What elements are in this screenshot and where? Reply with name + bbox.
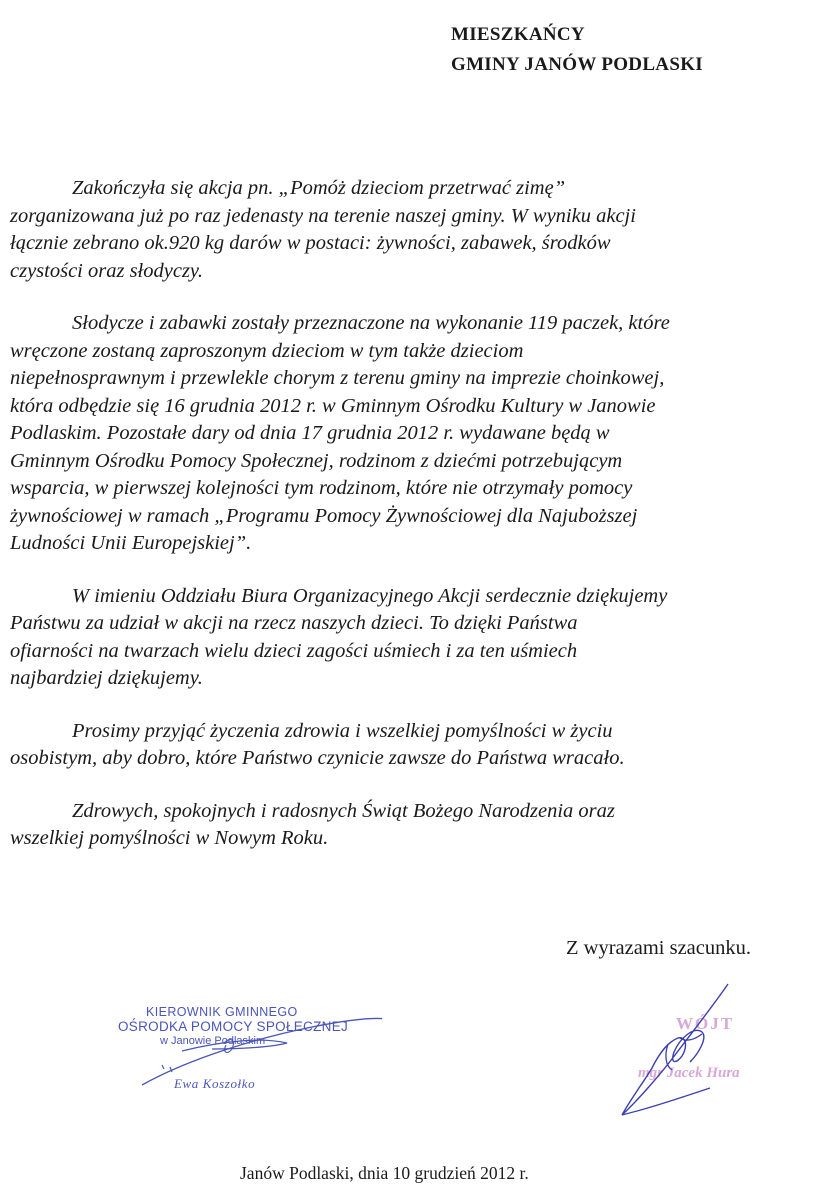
paragraph-line: Zakończyła się akcja pn. „Pomóż dzieciom przetrwać zimę” xyxy=(72,177,566,199)
paragraph-line: ofiarności na twarzach wielu dzieci zagości uśmiech i za ten uśmiech xyxy=(10,639,578,662)
paragraph-line: niepełnosprawnym i przewlekle chorym z terenu gminy na imprezie choinkowej, xyxy=(10,367,665,389)
addressee-line-1: MIESZKAŃCY xyxy=(451,24,585,45)
stamp-line-1: KIEROWNIK GMINNEGO xyxy=(146,1005,298,1019)
paragraph-line: Państwu za udział w akcji na rzecz naszych dzieci. To dzięki Państwa xyxy=(10,612,578,634)
paragraph-line: wsparcia, w pierwszej kolejności tym rodzinom, które nie otrzymały pomocy xyxy=(10,477,633,499)
paragraph-line: łącznie zebrano ok.920 kg darów w postaci: żywności, zabawek, środków xyxy=(10,232,611,254)
mayor-stamp-title: WÓJT xyxy=(676,1014,735,1033)
addressee-header xyxy=(451,20,703,80)
paragraph-line: Prosimy przyjąć życzenia zdrowia i wszelkiej pomyślności w życiu xyxy=(72,719,613,742)
letter-body xyxy=(10,175,810,878)
closing-salutation: Z wyrazami szacunku. xyxy=(566,937,751,959)
paragraph-2 xyxy=(10,310,810,558)
paragraph-line: Podlaskim. Pozostałe dary od dnia 17 grudnia 2012 r. wydawane będą w xyxy=(10,422,610,444)
paragraph-line: zorganizowana już po raz jedenasty na terenie naszej gminy. W wyniku akcji xyxy=(10,204,636,227)
stamp-line-3: w Janowie Podlaskim xyxy=(160,1035,266,1047)
paragraph-1 xyxy=(10,175,810,285)
paragraph-4 xyxy=(10,718,810,773)
addressee-line-2: GMINY JANÓW PODLASKI xyxy=(451,54,703,75)
stamp-line-2: OŚRODKA POMOCY SPOŁECZNEJ xyxy=(118,1019,349,1034)
paragraph-line: osobistym, aby dobro, które Państwo czynicie zawsze do Państwa wracało. xyxy=(10,747,625,769)
paragraph-line: najbardziej dziękujemy. xyxy=(10,667,203,689)
paragraph-3 xyxy=(10,583,810,693)
paragraph-5 xyxy=(10,798,810,853)
paragraph-line: W imieniu Oddziału Biura Organizacyjnego Akcji serdecznie dziękujemy xyxy=(72,584,668,607)
mayor-stamp xyxy=(590,980,790,1120)
paragraph-line: Ludności Unii Europejskiej”. xyxy=(10,532,252,554)
place-and-date: Janów Podlaski, dnia 10 grudzień 2012 r. xyxy=(240,1163,529,1183)
paragraph-line: Gminnym Ośrodku Pomocy Społecznej, rodzinom z dziećmi potrzebującym xyxy=(10,449,623,472)
mayor-stamp-name: mgr Jacek Hura xyxy=(638,1065,740,1081)
mayor-signature xyxy=(590,980,790,1120)
director-signature xyxy=(112,997,382,1107)
stamp-name: Ewa Koszołko xyxy=(174,1076,256,1091)
paragraph-line: Słodycze i zabawki zostały przeznaczone na wykonanie 119 paczek, które xyxy=(72,312,670,334)
paragraph-line: czystości oraz słodyczy. xyxy=(10,259,204,282)
paragraph-line: która odbędzie się 16 grudnia 2012 r. w Gminnym Ośrodku Kultury w Janowie xyxy=(10,394,656,417)
director-stamp xyxy=(112,997,382,1107)
paragraph-line: żywnościowej w ramach „Programu Pomocy Żywnościowej dla Najuboższej xyxy=(10,504,638,527)
paragraph-line: Zdrowych, spokojnych i radosnych Świąt Bożego Narodzenia oraz xyxy=(72,799,615,822)
paragraph-line: wszelkiej pomyślności w Nowym Roku. xyxy=(10,827,329,849)
paragraph-line: wręczone zostaną zaproszonym dzieciom w tym także dzieciom xyxy=(10,339,524,362)
